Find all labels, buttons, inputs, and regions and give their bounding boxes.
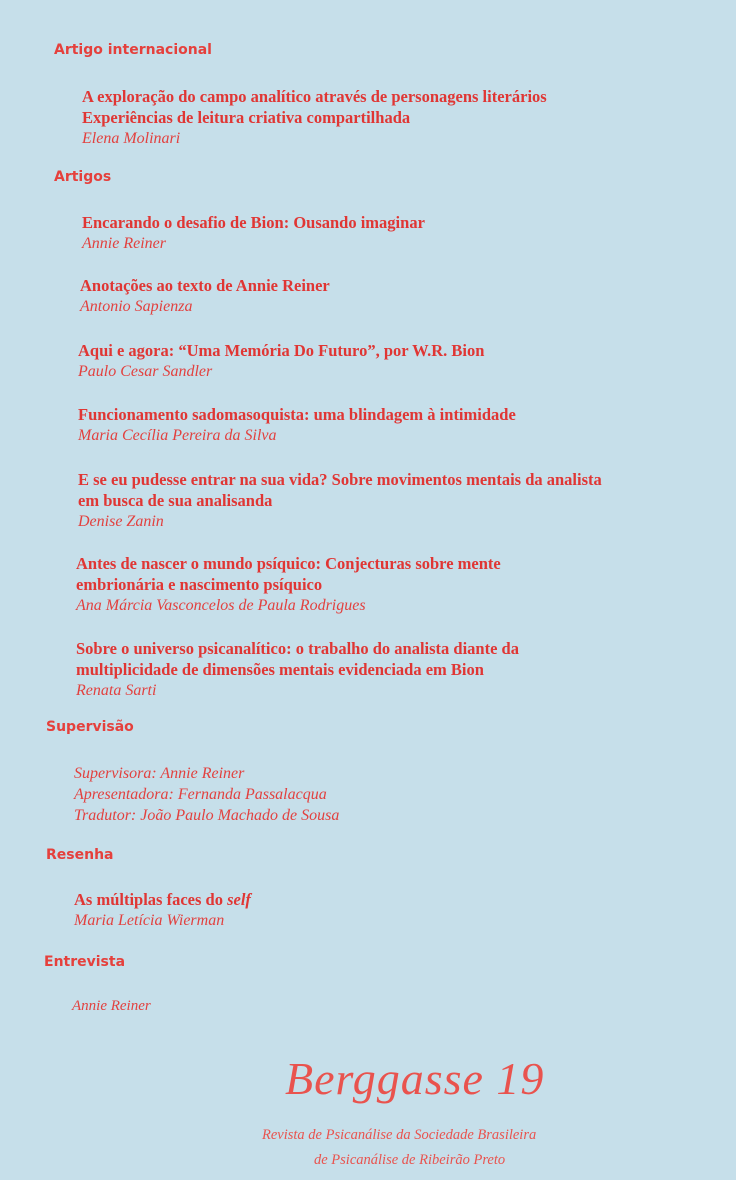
resenha-title-prefix: As múltiplas faces do	[74, 890, 228, 909]
entry-author: Ana Márcia Vasconcelos de Paula Rodrigues	[76, 597, 366, 614]
entry-title-line	[74, 889, 251, 910]
entry-author: Annie Reiner	[82, 235, 166, 252]
supervisao-line: Apresentadora: Fernanda Passalacqua	[74, 786, 327, 803]
entry-title-line: Aqui e agora: “Uma Memória Do Futuro”, por W.R. Bion	[78, 341, 485, 360]
entry-title-line: Anotações ao texto de Annie Reiner	[80, 276, 330, 295]
entry-author: Paulo Cesar Sandler	[78, 363, 213, 380]
entry-title-line: multiplicidade de dimensões mentais evidenciada em Bion	[76, 660, 484, 679]
entry-author: Maria Cecília Pereira da Silva	[78, 427, 277, 444]
entry-author: Annie Reiner	[72, 998, 151, 1014]
entry-author: Elena Molinari	[82, 130, 181, 147]
entry-title-line: Antes de nascer o mundo psíquico: Conjecturas sobre mente	[76, 554, 501, 573]
entry-title-line: Experiências de leitura criativa compartilhada	[82, 108, 411, 127]
toc-entry-artigo-0	[82, 212, 425, 254]
journal-title-logo: Berggasse 19	[285, 1053, 545, 1104]
toc-entry-artigo-4	[78, 469, 602, 532]
entry-title-line: em busca de sua analisanda	[78, 491, 273, 510]
toc-entry-entrevista	[72, 996, 151, 1017]
toc-entry-artigo-1	[80, 275, 330, 317]
toc-entry-artigo-6	[76, 638, 519, 701]
section-heading-artigo-internacional: Artigo internacional	[54, 42, 212, 58]
entry-author: Renata Sarti	[76, 682, 157, 699]
section-heading-resenha: Resenha	[46, 847, 114, 863]
entry-title-line: Funcionamento sadomasoquista: uma blindagem à intimidade	[78, 405, 516, 424]
entry-title-line: embrionária e nascimento psíquico	[76, 575, 323, 594]
toc-entry-artigo-3	[78, 404, 516, 446]
supervisao-line: Tradutor: João Paulo Machado de Sousa	[74, 807, 340, 824]
supervisao-line: Supervisora: Annie Reiner	[74, 765, 245, 782]
entry-author: Antonio Sapienza	[80, 298, 193, 315]
toc-entry-intl-0	[82, 86, 547, 149]
section-heading-artigos: Artigos	[54, 169, 112, 185]
toc-entry-artigo-2	[78, 340, 484, 382]
entry-title-line: E se eu pudesse entrar na sua vida? Sobre movimentos mentais da analista	[78, 470, 602, 489]
section-heading-entrevista: Entrevista	[44, 954, 126, 970]
entry-title-line: Sobre o universo psicanalítico: o trabalho do analista diante da	[76, 639, 519, 658]
toc-entry-resenha	[74, 889, 251, 931]
section-heading-supervisao: Supervisão	[46, 719, 134, 735]
entry-title-line: Encarando o desafio de Bion: Ousando imaginar	[82, 213, 425, 232]
toc-entry-artigo-5	[76, 553, 501, 616]
toc-entry-supervisao	[74, 763, 339, 826]
journal-subtitle-line-2: de Psicanálise de Ribeirão Preto	[314, 1152, 506, 1168]
resenha-title-italic: self	[227, 890, 251, 909]
entry-author: Maria Letícia Wierman	[74, 912, 225, 929]
journal-subtitle-line-1: Revista de Psicanálise da Sociedade Brasileira	[262, 1127, 537, 1143]
entry-title-line: A exploração do campo analítico através de personagens literários	[82, 87, 547, 106]
entry-author: Denise Zanin	[78, 513, 164, 530]
